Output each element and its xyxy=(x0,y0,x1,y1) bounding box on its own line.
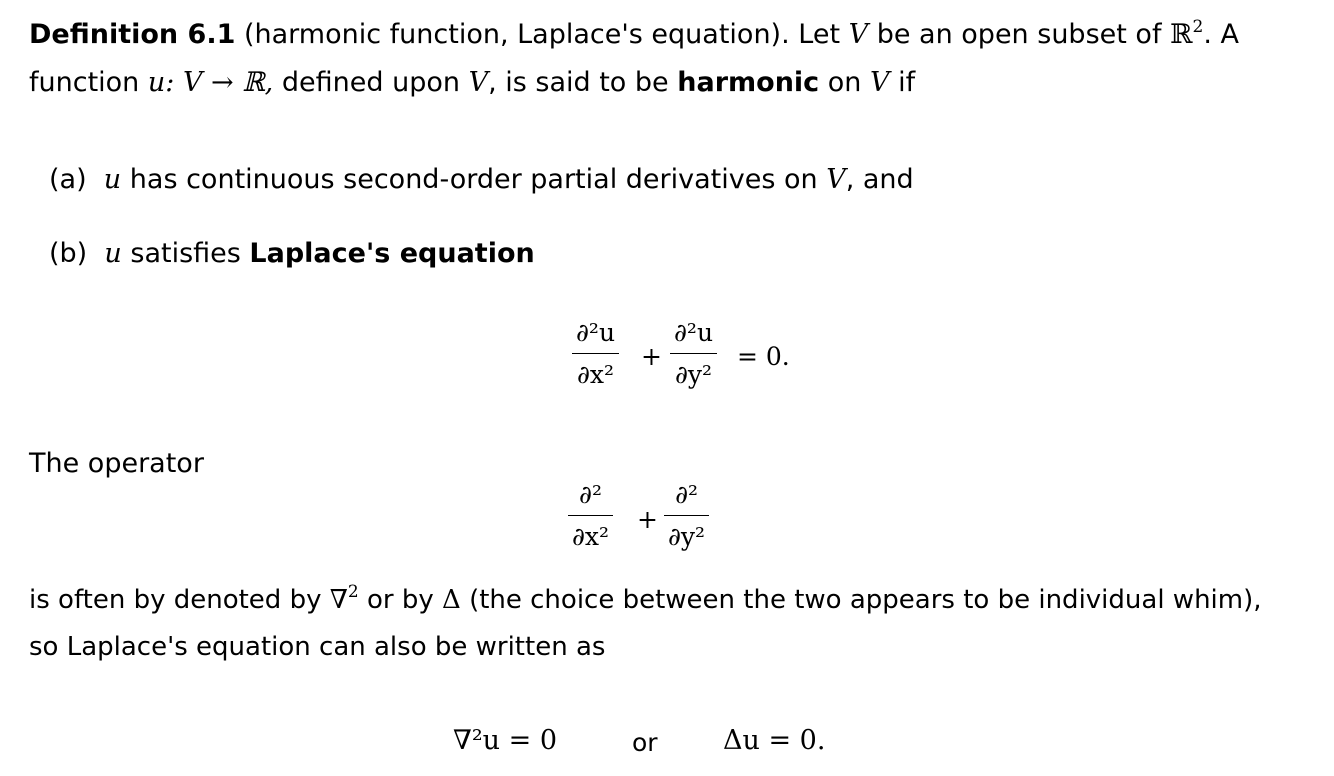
item-marker: (a) xyxy=(49,164,87,195)
nabla-equation: ∇²u = 0 xyxy=(453,725,558,756)
numerator: ∂² xyxy=(579,480,602,509)
superscript: 2 xyxy=(347,582,359,602)
definition-line-1 xyxy=(29,19,1239,50)
delta-equation: Δu = 0. xyxy=(723,725,826,756)
superscript: 2 xyxy=(1192,17,1204,37)
plus-sign: + xyxy=(641,342,662,371)
real-numbers xyxy=(1170,19,1203,50)
plus-sign: + xyxy=(637,505,658,534)
definition-label: Definition 6.1 xyxy=(29,19,236,50)
nabla-squared xyxy=(329,582,359,615)
text: satisfies xyxy=(130,238,241,269)
math-u: u xyxy=(104,238,122,269)
fraction xyxy=(670,318,717,389)
definition-paren: (harmonic function, Laplace's equation). xyxy=(243,19,790,50)
equals-zero: = 0. xyxy=(737,342,790,371)
laplace-term: Laplace's equation xyxy=(249,238,535,269)
text: on xyxy=(827,67,862,98)
numerator: ∂² xyxy=(675,480,699,509)
math-V: V xyxy=(848,19,869,50)
paragraph-line-1 xyxy=(29,582,1262,615)
text: or by xyxy=(366,585,434,615)
denominator: ∂x² xyxy=(572,353,619,389)
text: (the choice between the two appears to be individual whim), xyxy=(469,585,1262,615)
text: , is said to be xyxy=(488,67,669,98)
numerator: ∂²u xyxy=(576,318,616,347)
operator-text: The operator xyxy=(29,448,204,479)
text: has continuous second-order partial derivatives on xyxy=(129,164,818,195)
nabla-symbol: ∇ xyxy=(329,585,348,615)
item-marker: (b) xyxy=(49,238,88,269)
math-V: V xyxy=(468,67,489,98)
final-or: or xyxy=(632,728,658,757)
final-eq-right xyxy=(723,725,825,756)
list-item xyxy=(49,164,914,195)
text: , and xyxy=(845,164,914,195)
denominator: ∂y² xyxy=(670,353,717,389)
math-u: u xyxy=(103,164,122,195)
math-V: V xyxy=(826,164,846,195)
math-map: u: V → ℝ, xyxy=(147,67,274,98)
math-V: V xyxy=(870,67,890,98)
denominator: ∂y² xyxy=(664,515,709,551)
text: be an open subset of xyxy=(876,19,1162,50)
text: function xyxy=(29,67,140,98)
delta-symbol: Δ xyxy=(442,585,461,615)
fraction xyxy=(664,480,709,551)
numerator: ∂²u xyxy=(674,318,714,347)
list-item xyxy=(49,238,535,269)
definition-line-2 xyxy=(29,67,915,98)
R-symbol: ℝ xyxy=(1170,19,1193,50)
text: Let xyxy=(798,19,841,50)
paragraph-line-2: so Laplace's equation can also be written as xyxy=(29,632,606,662)
text: defined upon xyxy=(281,67,460,98)
text: . A xyxy=(1203,19,1239,50)
harmonic-term: harmonic xyxy=(677,67,820,98)
final-eq-left xyxy=(453,725,557,756)
denominator: ∂x² xyxy=(568,515,613,551)
fraction xyxy=(572,318,619,389)
fraction xyxy=(568,480,613,551)
text: is often by denoted by xyxy=(29,585,322,615)
text: if xyxy=(898,67,916,98)
